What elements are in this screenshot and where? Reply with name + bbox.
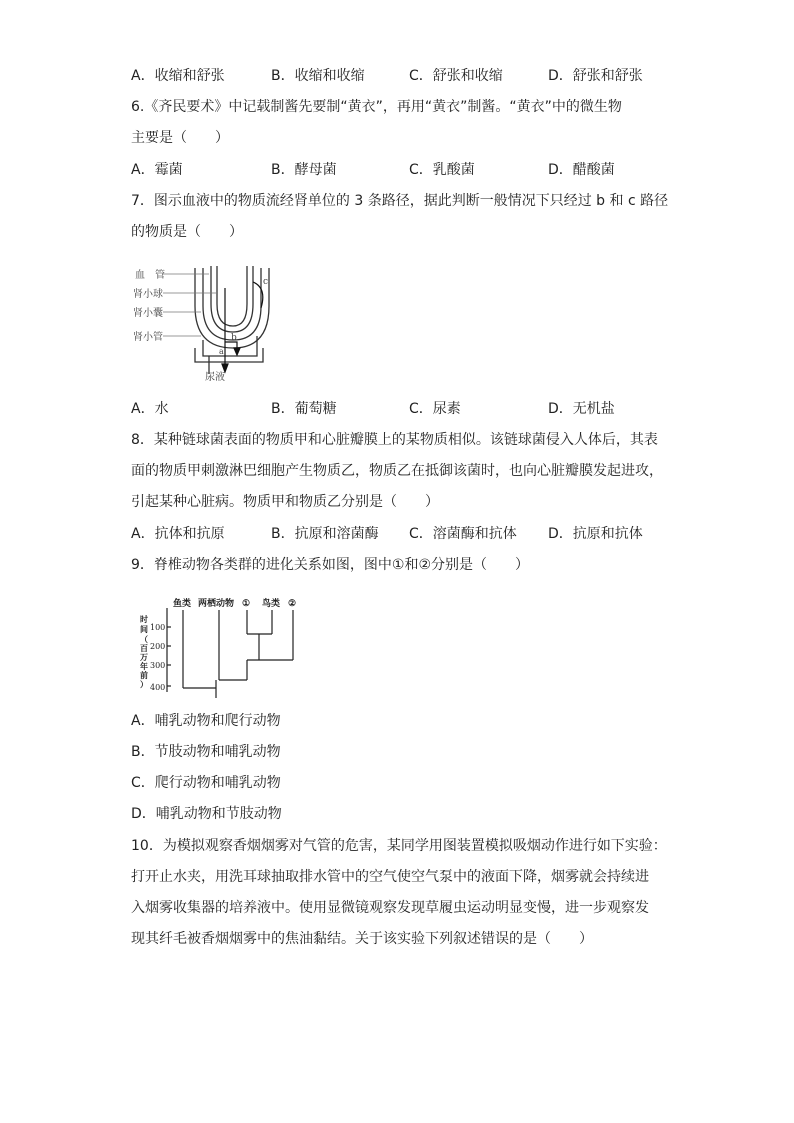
path-b-arrowhead [234,348,240,355]
q6-option-c: C．乳酸菌 [409,162,475,178]
tick-400: 400 [150,683,166,692]
label-path-a: a [219,347,224,356]
q7-option-b: B．葡萄糖 [271,401,337,417]
q7-option-a: A．水 [131,401,169,417]
tree-label-amphibians: 两栖动物 [198,599,235,609]
tubule-lower [195,348,263,362]
q10-stem-line-3: 入烟雾收集器的培养液中。使用显微镜观察发现草履虫运动明显变慢，进一步观察发 [131,900,649,916]
q8-stem-line-2: 面的物质甲刺激淋巴细胞产生物质乙，物质乙在抵御该菌时，也向心脏瓣膜发起进攻， [131,463,663,479]
path-a-arrowhead [222,364,228,372]
capsule-inner [203,268,261,340]
yaxis-char-3: 百 [140,643,148,653]
tick-300: 300 [150,661,166,670]
q9-stem-line-1: 9．脊椎动物各类群的进化关系如图，图中①和②分别是（ ） [131,557,530,573]
yaxis-char-0: 时 [140,614,148,624]
label-urine: 尿液 [205,372,225,382]
q9-option-d: D．哺乳动物和节肢动物 [131,806,282,822]
q9-option-a: A．哺乳动物和爬行动物 [131,713,281,729]
nephron-diagram [133,256,283,382]
tick-200: 200 [150,642,166,651]
q8-option-a: A．抗体和抗原 [131,526,225,542]
label-path-c: c [263,277,269,287]
q10-stem-line-2: 打开止水夹，用洗耳球抽取排水管中的空气使空气泵中的液面下降，烟雾就会持续进 [131,869,649,885]
q7-option-d: D．无机盐 [548,401,615,417]
q8-option-c: C．溶菌酶和抗体 [409,526,517,542]
label-tubule: 肾小管 [133,332,163,343]
yaxis-char-7: ） [140,679,148,689]
q6-stem-line-2: 主要是（ ） [131,130,229,146]
q6-stem-line-1: 6.《齐民要术》中记载制酱先要制“黄衣”，再用“黄衣”制酱。“黄衣”中的微生物 [131,99,622,115]
label-path-b: b [231,333,237,343]
tree-label-1: ① [242,599,251,609]
tick-100: 100 [150,623,166,632]
label-glomerulus: 肾小球 [133,289,163,300]
tree-label-2: ② [288,599,297,609]
q8-option-d: D．抗原和抗体 [548,526,643,542]
q7-stem-line-2: 的物质是（ ） [131,224,243,240]
q9-option-b: B．节肢动物和哺乳动物 [131,744,281,760]
label-capsule: 肾小囊 [133,308,163,319]
q5-option-b: B．收缩和收缩 [271,68,365,84]
q5-option-a: A．收缩和舒张 [131,68,225,84]
q7-stem-line-1: 7．图示血液中的物质流经肾单位的 3 条路径，据此判断一般情况下只经过 b 和 c 路径 [131,193,669,209]
q6-option-d: D．醋酸菌 [548,162,615,178]
tree-label-fish: 鱼类 [173,599,192,609]
q5-option-c: C．舒张和收缩 [409,68,503,84]
vertebrate-evolution-tree [140,594,310,702]
q5-option-d: D．舒张和舒张 [548,68,643,84]
yaxis-char-6: 前 [140,670,148,680]
label-vessel: 血 管 [135,270,165,281]
yaxis-char-2: （ [140,634,148,644]
tree-label-birds: 鸟类 [262,599,281,609]
yaxis-char-5: 年 [140,661,148,671]
q8-stem-line-1: 8．某种链球菌表面的物质甲和心脏瓣膜上的某物质相似。该链球菌侵入人体后，其表 [131,432,658,448]
q8-option-b: B．抗原和溶菌酶 [271,526,379,542]
q9-option-c: C．爬行动物和哺乳动物 [131,775,281,791]
q6-option-b: B．酵母菌 [271,162,337,178]
q10-stem-line-1: 10．为模拟观察香烟烟雾对气管的危害，某同学用图装置模拟吸烟动作进行如下实验： [131,838,667,854]
yaxis-char-4: 万 [140,652,148,662]
q7-option-c: C．尿素 [409,401,461,417]
q10-stem-line-4: 现其纤毛被香烟烟雾中的焦油黏结。关于该实验下列叙述错误的是（ ） [131,931,593,947]
q6-option-a: A．霉菌 [131,162,183,178]
yaxis-char-1: 间 [140,624,148,634]
glomerulus-loop-inner [217,266,247,326]
q8-stem-line-3: 引起某种心脏病。物质甲和物质乙分别是（ ） [131,494,439,510]
